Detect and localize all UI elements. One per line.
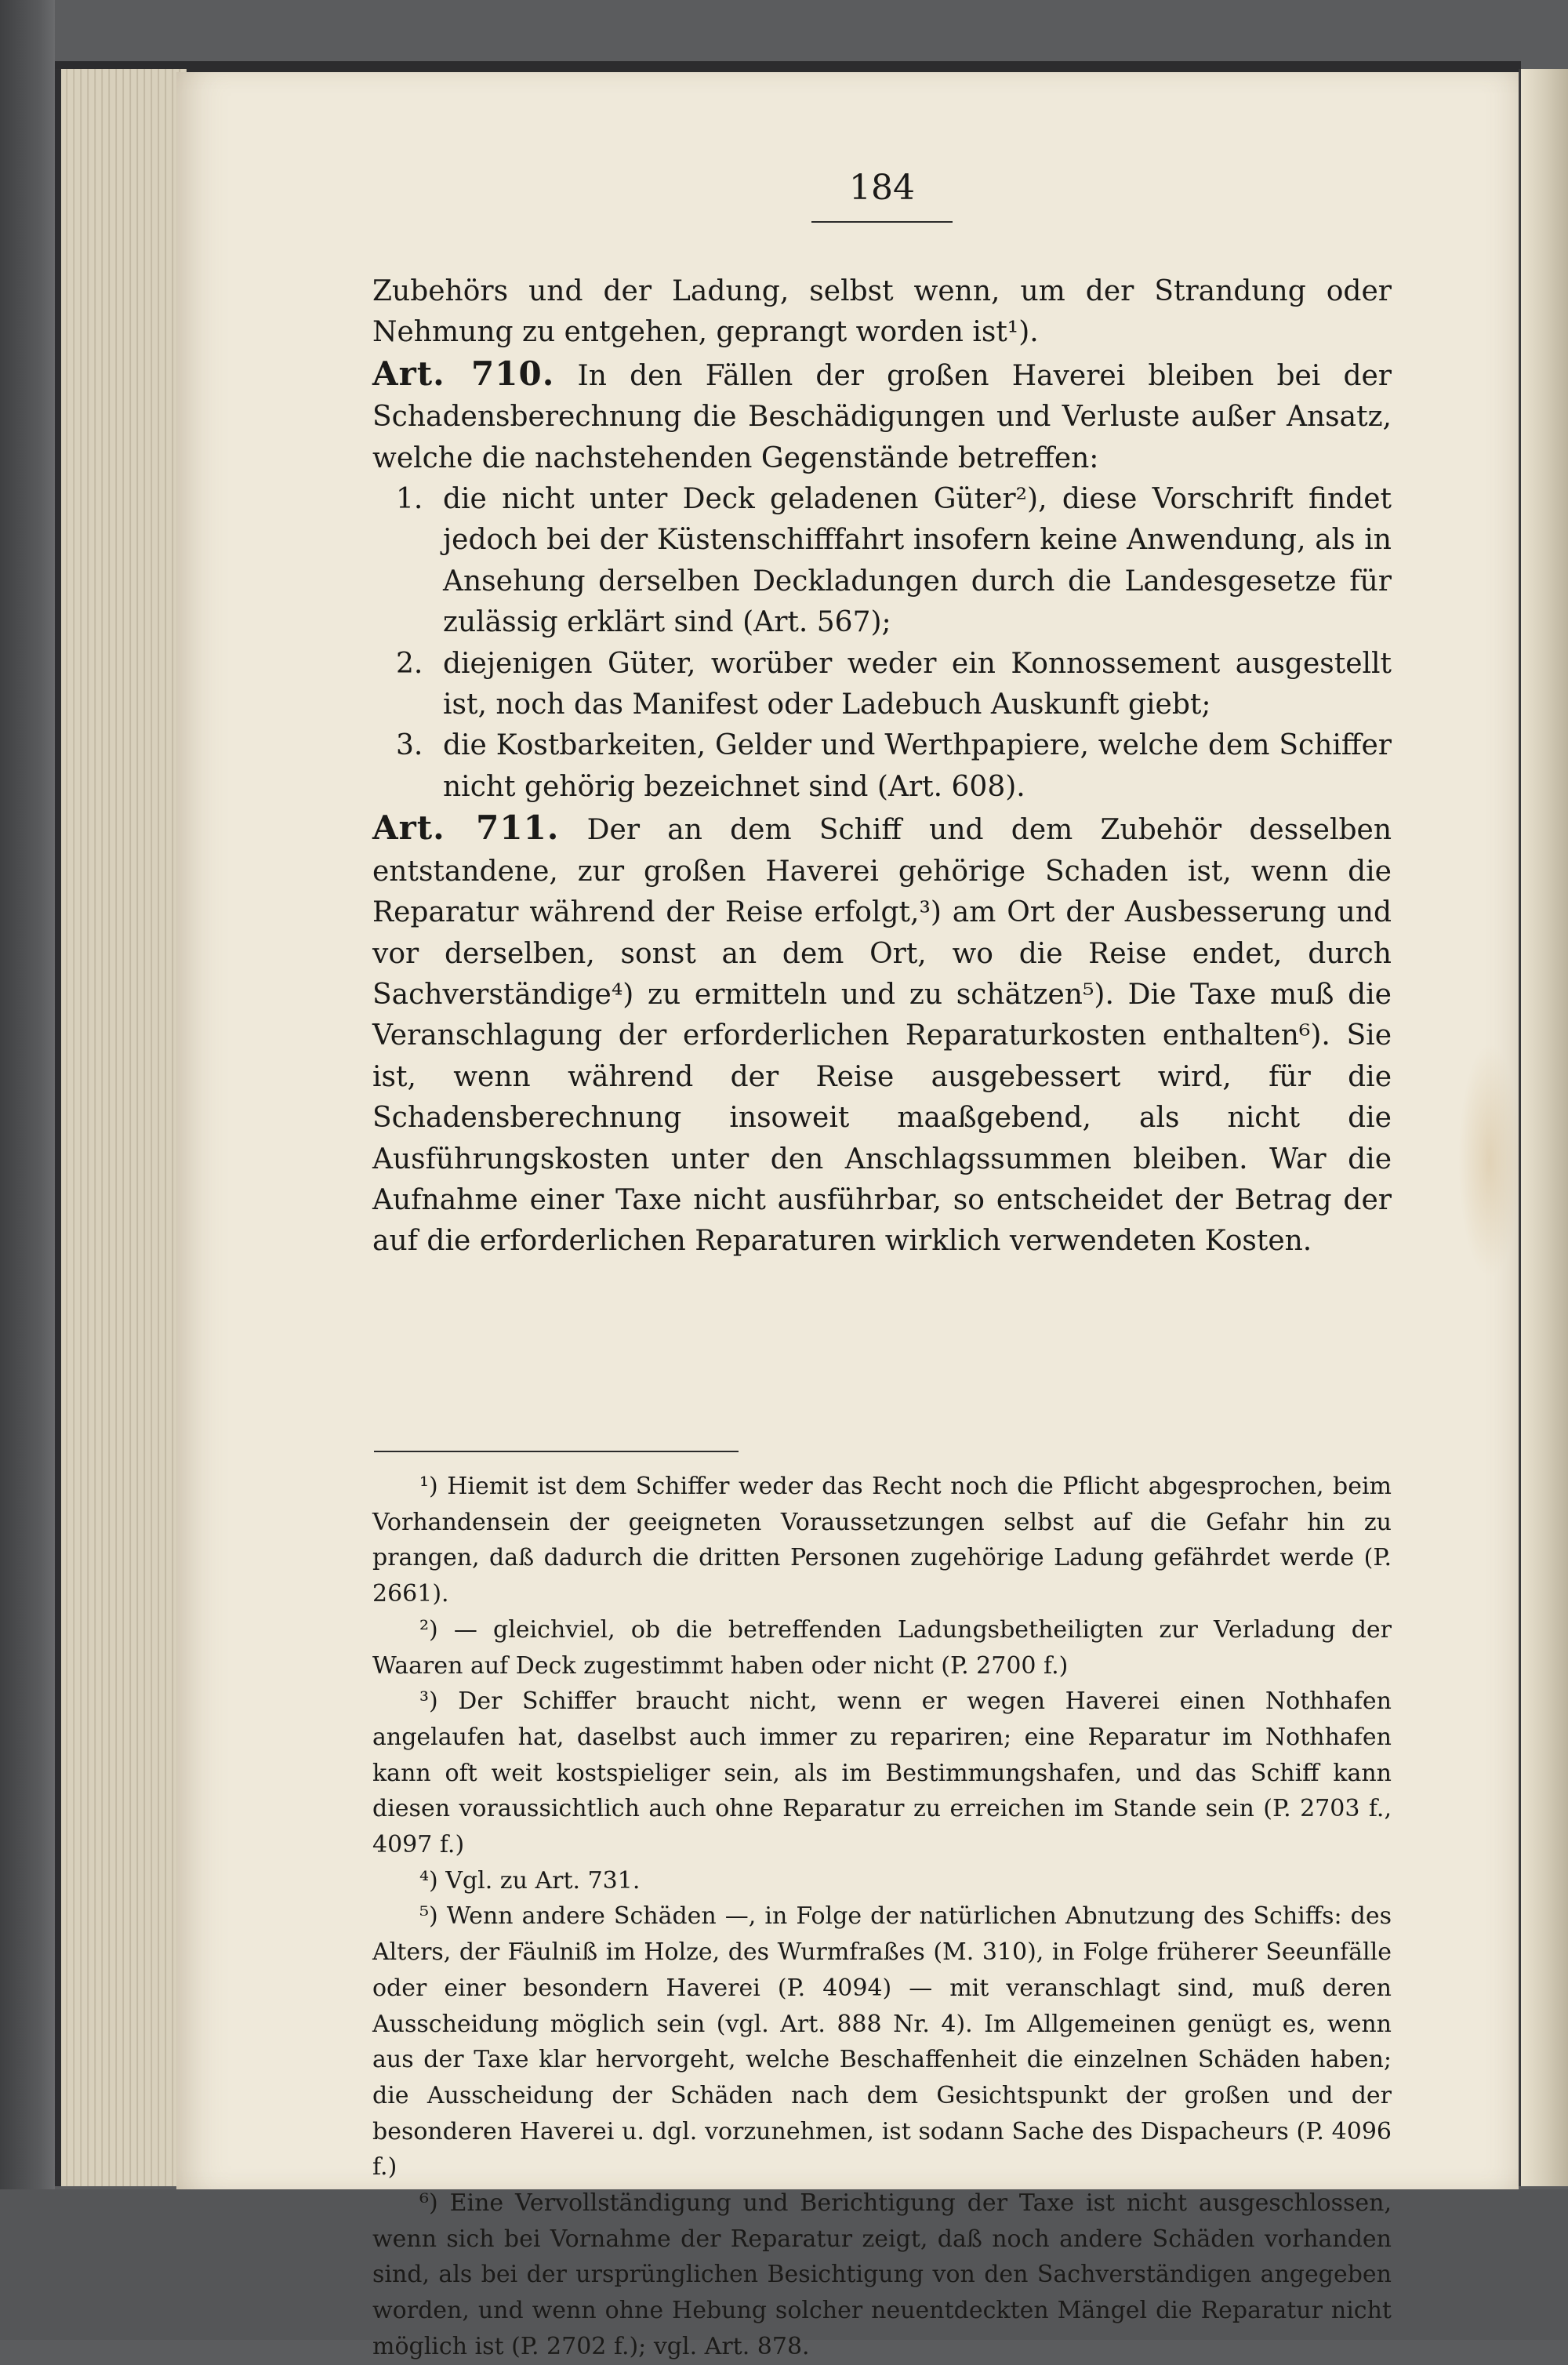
list-item <box>372 725 1392 808</box>
article-711-heading: Art. 711. <box>372 808 560 848</box>
article-710 <box>372 354 1392 479</box>
list-item-text: die nicht unter Deck geladenen Güter²), diese Vorschrift findet jedoch bei der Küstenschifffahrt insofern keine Anwendung, als in Ansehung derselben Deckladungen durch die Landesgesetze für zulässig erklärt sind (Art. 567); <box>443 483 1392 639</box>
footnotes <box>372 1469 1392 2365</box>
article-711-text: Der an dem Schiff und dem Zubehör desselben entstandene, zur großen Haverei gehörige Schaden ist, wenn die Reparatur während der Reise erfolgt,³) am Ort der Ausbesserung und vor derselben, sonst an dem Ort, wo die Reise endet, durch Sachverständige⁴) zu ermitteln und zu schätzen⁵). Die Taxe muß die Veranschlagung der erforderlichen Reparaturkosten enthalten⁶). Sie ist, wenn während der Reise ausgebessert wird, für die Schadensberechnung insoweit maaßgebend, als nicht die Ausführungskosten unter den Anschlagssummen bleiben. War die Aufnahme einer Taxe nicht ausführbar, so entscheidet der Betrag der auf die erforderlichen Reparaturen wirklich verwendeten Kosten. <box>372 814 1392 1258</box>
footnote-2: ²) — gleichviel, ob die betreffenden Ladungsbetheiligten zur Verladung der Waaren auf Deck zugestimmt haben oder nicht (P. 2700 f.) <box>372 1615 1392 1680</box>
footnote-6: ⁶) Eine Vervollständigung und Berichtigung der Taxe ist nicht ausgeschlossen, wenn sich bei Vornahme der Reparatur zeigt, daß noch andere Schäden vorhanden sind, als bei der ursprünglichen Besichtigung von den Sachverständigen angegeben worden, und wenn ohne Hebung solcher neuentdeckten Mängel die Reparatur nicht möglich ist (P. 2702 f.); vgl. Art. 878. <box>372 2189 1392 2360</box>
intro-paragraph: Zubehörs und der Ladung, selbst wenn, um der Strandung oder Nehmung zu entgehen, geprangt worden ist¹). <box>372 275 1392 349</box>
list-item-number: 3. <box>396 729 423 762</box>
page-number-rule <box>811 221 953 223</box>
list-item <box>372 644 1392 726</box>
article-711 <box>372 808 1392 1262</box>
body-text <box>372 271 1392 1262</box>
article-710-text: In den Fällen der großen Haverei bleiben bei der Schadensberechnung die Beschädigungen und Verluste außer Ansatz, welche die nachstehenden Gegenstände betreffen: <box>372 359 1392 474</box>
list-item <box>372 479 1392 644</box>
footnote-5: ⁵) Wenn andere Schäden —, in Folge der natürlichen Abnutzung des Schiffs: des Alters, der Fäulniß im Holze, des Wurmfraßes (M. 310), in Folge früherer Seeunfälle oder einer besondern Haverei (P. 4094) — mit veranschlagt sind, muß deren Ausscheidung möglich sein (vgl. Art. 888 Nr. 4). Im Allgemeinen genügt es, wenn aus der Taxe klar hervorgeht, welche Beschaffenheit die einzelnen Schäden haben; die Ausscheidung der Schäden nach dem Gesichtspunkt der großen und der besonderen Haverei u. dgl. vorzunehmen, ist sodann Sache des Dispacheurs (P. 4096 f.) <box>372 1902 1392 2182</box>
scan-background-left <box>0 0 55 2340</box>
list-item-text: die Kostbarkeiten, Gelder und Werthpapiere, welche dem Schiffer nicht gehörig bezeichnet sind (Art. 608). <box>443 729 1392 803</box>
article-710-heading: Art. 710. <box>372 354 555 393</box>
footnote-separator <box>374 1451 739 1452</box>
list-item-number: 1. <box>396 483 423 516</box>
list-item-text: diejenigen Güter, worüber weder ein Konnossement ausgestellt ist, noch das Manifest oder Ladebuch Auskunft giebt; <box>443 647 1392 721</box>
book-page-edges <box>55 69 187 2186</box>
footnote-3: ³) Der Schiffer braucht nicht, wenn er wegen Haverei einen Nothhafen angelaufen hat, daselbst auch immer zu repariren; eine Reparatur im Nothhafen kann oft weit kostspieliger sein, als im Bestimmungshafen, und das Schiff kann diesen voraussichtlich auch ohne Reparatur zu erreichen im Stande sein (P. 2703 f., 4097 f.) <box>372 1687 1392 1859</box>
footnote-1: ¹) Hiemit ist dem Schiffer weder das Recht noch die Pflicht abgesprochen, beim Vorhandensein der geeigneten Voraussetzungen selbst auf die Gefahr hin zu prangen, daß dadurch die dritten Personen zugehörige Ladung gefährdet werde (P. 2661). <box>372 1473 1392 1608</box>
footnote-4: ⁴) Vgl. zu Art. 731. <box>419 1866 641 1895</box>
water-stain <box>1458 1043 1521 1278</box>
list-item-number: 2. <box>396 647 423 680</box>
facing-page-edge <box>1519 69 1568 2186</box>
book-top-edge <box>55 61 1521 72</box>
page-number: 184 <box>849 168 915 208</box>
